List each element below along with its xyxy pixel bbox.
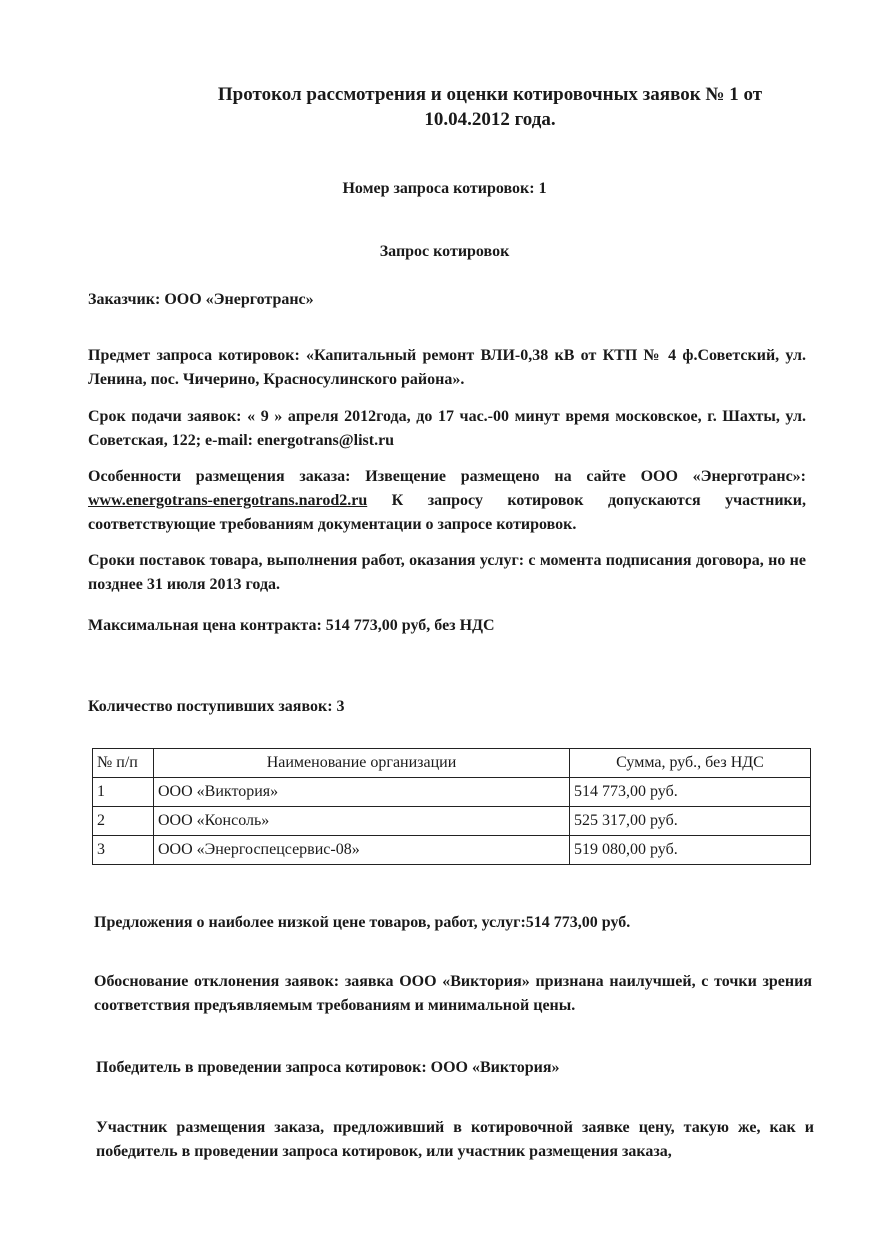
row-organization: ООО «Виктория» bbox=[154, 778, 570, 807]
row-number: 2 bbox=[93, 807, 154, 836]
placement-suffix: К запросу котировок допускаются участники, соответствующие требованиям документации о запросе котировок. bbox=[88, 492, 806, 533]
deadline-paragraph: Срок подачи заявок: « 9 » апреля 2012года, до 17 час.-00 минут время московское, г. Шахты, ул. Советская, 122; e-mail: energotrans@list.ru bbox=[88, 408, 806, 449]
header-amount: Сумма, руб., без НДС bbox=[570, 749, 811, 778]
row-amount: 514 773,00 руб. bbox=[570, 778, 811, 807]
table-row bbox=[93, 836, 811, 865]
request-number: Номер запроса котировок: 1 bbox=[342, 180, 547, 197]
document-title bbox=[150, 82, 830, 132]
title-line-2: 10.04.2012 года. bbox=[424, 109, 556, 130]
bids-count-line: Количество поступивших заявок: 3 bbox=[88, 698, 345, 715]
table-row bbox=[93, 778, 811, 807]
row-amount: 525 317,00 руб. bbox=[570, 807, 811, 836]
table-row bbox=[93, 807, 811, 836]
bids-table bbox=[92, 748, 811, 865]
section-heading: Запрос котировок bbox=[379, 243, 510, 260]
row-organization: ООО «Энергоспецсервис-08» bbox=[154, 836, 570, 865]
subject-paragraph: Предмет запроса котировок: «Капитальный ремонт ВЛИ-0,38 кВ от КТП № 4 ф.Советский, ул. Ленина, пос. Чичерино, Красносулинского района». bbox=[88, 347, 806, 388]
row-number: 3 bbox=[93, 836, 154, 865]
delivery-terms-paragraph: Сроки поставок товара, выполнения работ, оказания услуг: с момента подписания договора, но не позднее 31 июля 2013 года. bbox=[88, 552, 806, 593]
justification-paragraph: Обоснование отклонения заявок: заявка ООО «Виктория» признана наилучшей, с точки зрения соответствия предъявляемым требованиям и минимальной цены. bbox=[94, 973, 812, 1014]
lowest-offer-line: Предложения о наиболее низкой цене товаров, работ, услуг:514 773,00 руб. bbox=[94, 914, 631, 931]
title-line-1: Протокол рассмотрения и оценки котировочных заявок № 1 от bbox=[217, 84, 763, 105]
customer-line: Заказчик: ООО «Энерготранс» bbox=[88, 291, 314, 308]
max-price-line: Максимальная цена контракта: 514 773,00 руб, без НДС bbox=[88, 617, 495, 634]
row-organization: ООО «Консоль» bbox=[154, 807, 570, 836]
participant-paragraph: Участник размещения заказа, предложивший в котировочной заявке цену, такую же, как и победитель в проведении запроса котировок, или участник размещения заказа, bbox=[96, 1119, 814, 1160]
placement-prefix: Особенности размещения заказа: Извещение размещено на сайте ООО «Энерготранс»: bbox=[88, 468, 806, 485]
row-number: 1 bbox=[93, 778, 154, 807]
placement-paragraph bbox=[88, 465, 806, 537]
header-organization: Наименование организации bbox=[154, 749, 570, 778]
row-amount: 519 080,00 руб. bbox=[570, 836, 811, 865]
winner-line: Победитель в проведении запроса котировок: ООО «Виктория» bbox=[96, 1059, 560, 1076]
table-header-row bbox=[93, 749, 811, 778]
header-number: № п/п bbox=[93, 749, 154, 778]
website-link[interactable]: www.energotrans-energotrans.narod2.ru bbox=[88, 492, 368, 509]
